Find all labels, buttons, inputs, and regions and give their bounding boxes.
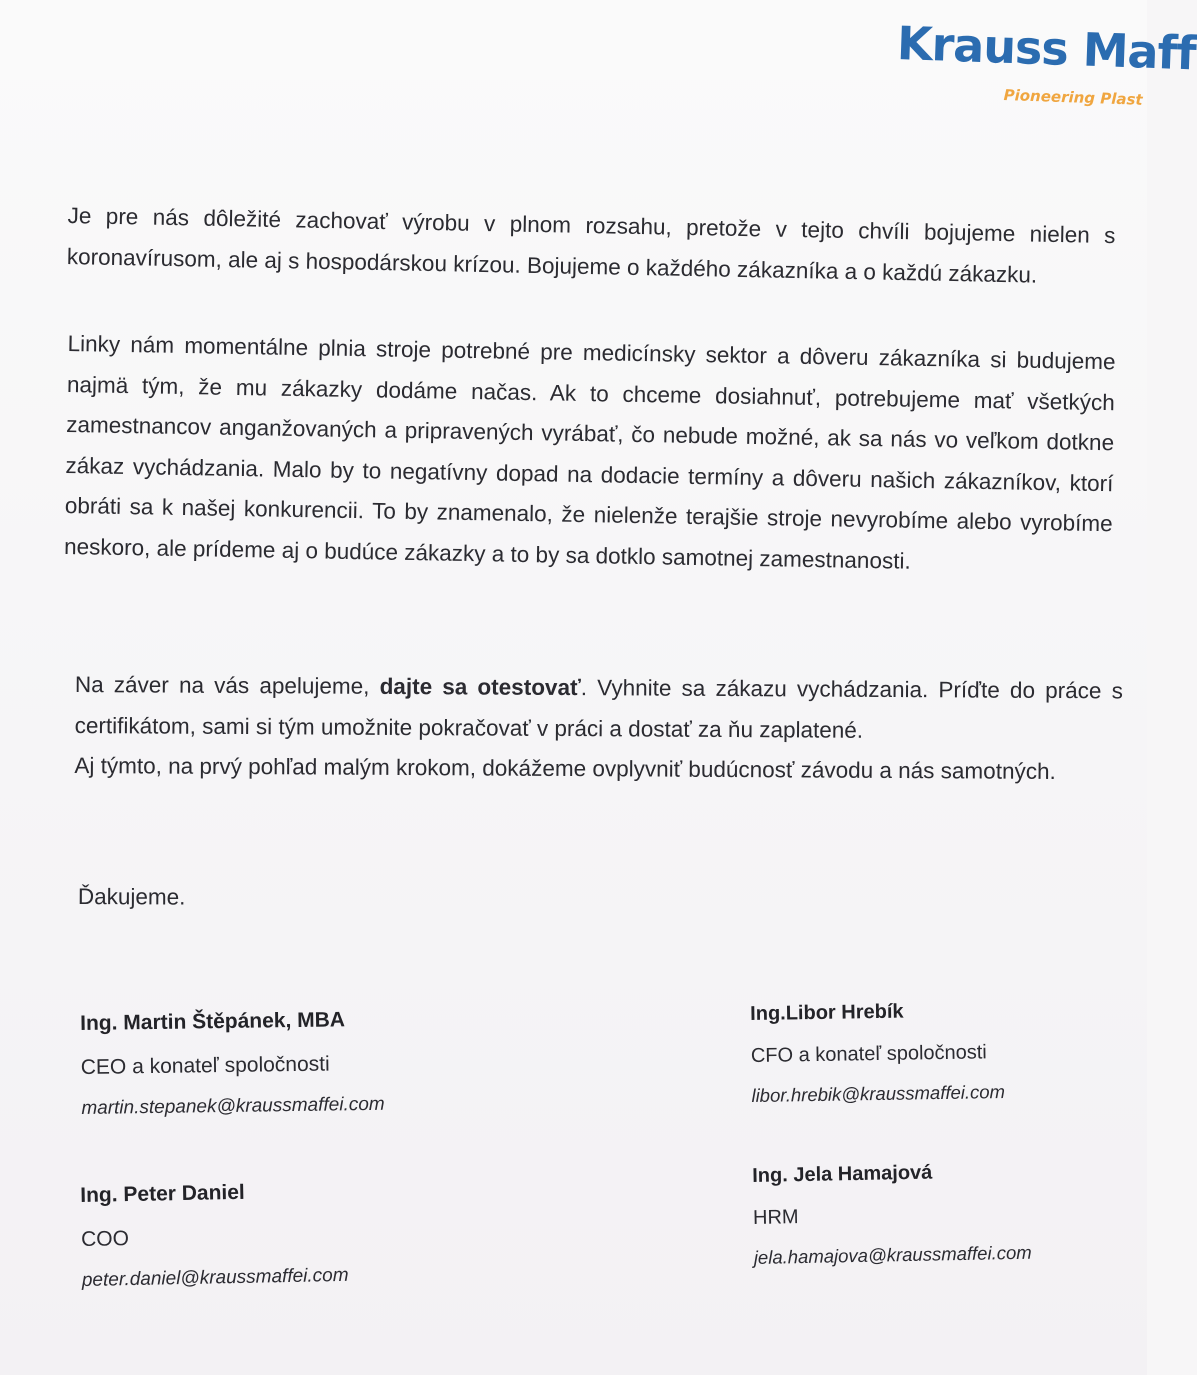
company-logo: [896, 14, 1197, 114]
signature-block-coo: [80, 1178, 349, 1293]
logo-tagline: Pioneering Plast: [1003, 86, 1143, 109]
signature-block-ceo: [80, 1007, 385, 1121]
appeal-emphasis: dajte sa otestovať: [379, 673, 581, 701]
signatory-role: HRM: [752, 1206, 799, 1229]
signature-block-hrm: [752, 1158, 1032, 1270]
signatory-name: Ing. Jela Hamajová: [752, 1161, 933, 1187]
signatory-email: jela.hamajova@kraussmaffei.com: [753, 1241, 1032, 1268]
signatory-email: libor.hrebik@kraussmaffei.com: [751, 1081, 1006, 1106]
signatory-role: CEO a konateľ spoločnosti: [80, 1052, 330, 1079]
signatory-name: Ing.Libor Hrebík: [750, 1000, 904, 1025]
signatory-email: martin.stepanek@kraussmaffei.com: [81, 1093, 385, 1119]
logo-wordmark: Krauss Maff: [896, 16, 1197, 81]
letter-paragraph-3: [74, 665, 1123, 793]
letter-paragraph-2: [64, 324, 1116, 585]
letter-paragraph-1: [66, 196, 1115, 297]
paragraph-text: Linky nám momentálne plnia stroje potrebné pre medicínsky sektor a dôveru zákazníka si budujeme najmä tým, že mu zákazky dodáme načas. Ak to chceme dosiahnuť, potrebujeme mať všetkých zamestnancov anganžovaných a pripravených vyrábať, čo nebude možné, ak sa nás vo veľkom dotkne zákaz vychádzania. Malo by to negatívny dopad na dodacie termíny a dôveru našich zákazníkov, ktorí obráti sa k našej konkurencii. To by znamenalo, že nielenže terajšie stroje nevyrobíme alebo vyrobíme neskoro, ale prídeme aj o budúce zákazky a to by sa dotklo samotnej zamestnanosti.: [63, 330, 1116, 574]
signatory-name: Ing. Martin Štěpánek, MBA: [80, 1008, 346, 1035]
paragraph-text: Je pre nás dôležité zachovať výrobu v plnom rozsahu, pretože v tejto chvíli bojujeme nielen s koronavírusom, ale aj s hospodárskou krízou. Bojujeme o každého zákazníka a o každú zákazku.: [66, 202, 1116, 288]
signatory-role: COO: [80, 1227, 130, 1251]
signatory-name: Ing. Peter Daniel: [80, 1180, 245, 1207]
appeal-paragraph: [75, 665, 1123, 752]
signatory-email: peter.daniel@kraussmaffei.com: [81, 1264, 349, 1291]
signatory-role: CFO a konateľ spoločnosti: [750, 1041, 987, 1067]
appeal-prefix: Na záver na vás apelujeme,: [74, 671, 380, 699]
closing-text: Ďakujeme.: [77, 883, 186, 910]
appeal-suffix: . Vyhnite sa zákazu vychádzania. Príďte do práce s certifikátom, sami si tým umožnite pokračovať v práci a dostať za ňu zaplatené.: [74, 675, 1123, 743]
signature-block-cfo: [750, 997, 1005, 1108]
paragraph-text: Aj týmto, na prvý pohľad malým krokom, dokážeme ovplyvniť budúcnosť závodu a nás samotných.: [74, 752, 1056, 784]
letter-closing: [78, 877, 1126, 923]
